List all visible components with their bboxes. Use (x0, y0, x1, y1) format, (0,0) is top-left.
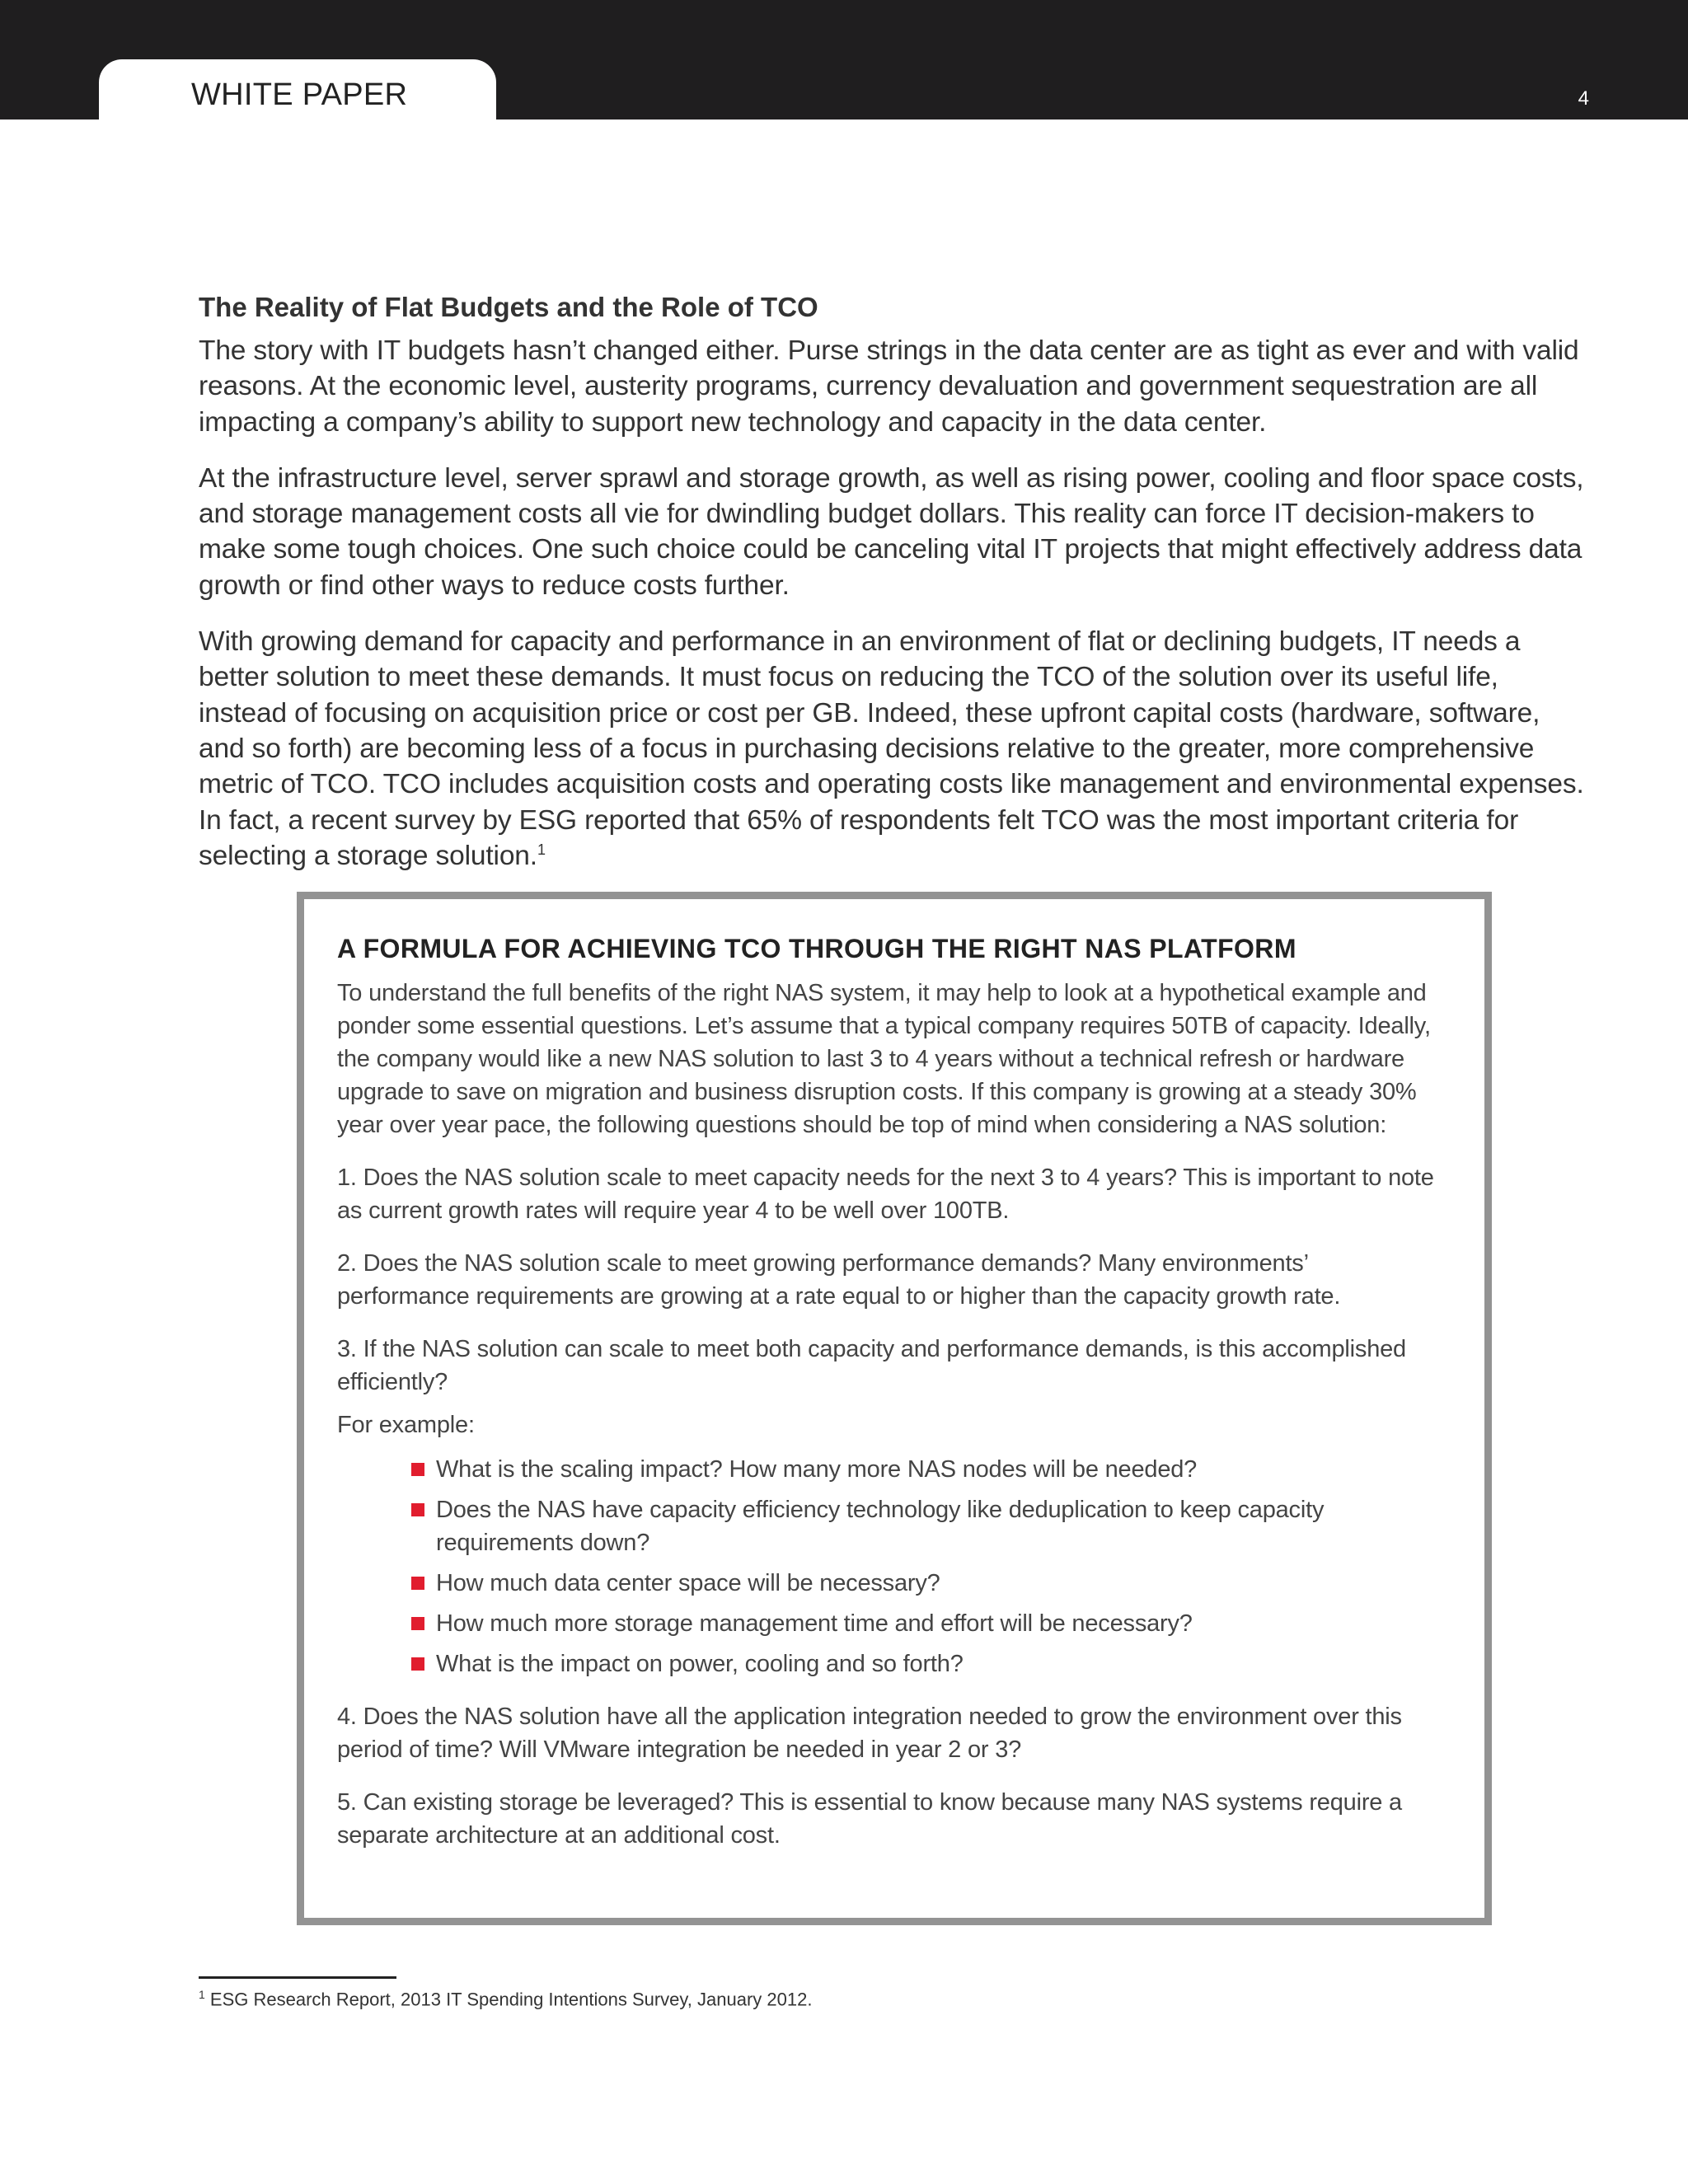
list-item-text: What is the impact on power, cooling and so forth? (436, 1651, 964, 1677)
body-paragraph-2: At the infrastructure level, server sprawl and storage growth, as well as rising power, cooling and floor space costs, and storage management costs all vie for dwindling budget dollars. This reality can force IT decision-makers to make some tough choices. One such choice could be canceling vital IT projects that might effectively address data growth or find other ways to reduce costs further. (199, 462, 1584, 601)
document-type-label: WHITE PAPER (191, 77, 408, 112)
example-bullet-list (337, 1453, 1442, 1680)
page-number: 4 (1578, 87, 1589, 110)
callout-content (337, 932, 1442, 1872)
footnote-reference[interactable]: 1 (537, 841, 546, 858)
list-item (411, 1453, 1442, 1486)
body-paragraph-1: The story with IT budgets hasn’t changed either. Purse strings in the data center are as tight as ever and with valid reasons. At the economic level, austerity programs, currency devaluation and government sequestration are all impacting a company’s ability to support new technology and capacity in the data center. (199, 335, 1579, 438)
list-item-text: Does the NAS have capacity efficiency technology like deduplication to keep capacity requirements down? (436, 1497, 1325, 1556)
callout-question-2: 2. Does the NAS solution scale to meet growing performance demands? Many environments’ performance requirements are growing at a rate equal to or higher than the capacity growth rate. (337, 1250, 1341, 1310)
footnote (199, 1988, 812, 2010)
body-paragraph-3-text: With growing demand for capacity and performance in an environment of flat or declining budgets, IT needs a better solution to meet these demands. It must focus on reducing the TCO of the solution over its useful life, instead of focusing on acquisition price or cost per GB. Indeed, these upfront capital costs (hardware, software, and so forth) are becoming less of a focus in purchasing decisions relative to the greater, more comprehensive metric of TCO. TCO includes acquisition costs and operating costs like management and environmental expenses. In fact, a recent survey by ESG reported that 65% of respondents felt TCO was the most important criteria for selecting a storage solution. (199, 626, 1584, 871)
main-content (199, 290, 1592, 894)
callout-intro: To understand the full benefits of the right NAS system, it may help to look at a hypothetical example and ponder some essential questions. Let’s assume that a typical company requires 50TB of capacity. Ideally, the company would like a new NAS solution to last 3 to 4 years without a technical refresh or hardware upgrade to save on migration and business disruption costs. If this company is growing at a steady 30% year over year pace, the following questions should be top of mind when considering a NAS solution: (337, 980, 1431, 1138)
list-item (411, 1607, 1442, 1640)
footnote-marker: 1 (199, 1988, 205, 2001)
body-paragraph-3 (199, 624, 1592, 874)
callout-title: A FORMULA FOR ACHIEVING TCO THROUGH THE RIGHT NAS PLATFORM (337, 934, 1296, 963)
callout-box (297, 892, 1492, 1925)
list-item-text: What is the scaling impact? How many more NAS nodes will be needed? (436, 1456, 1198, 1483)
red-square-bullet-icon (411, 1617, 424, 1630)
section-title: The Reality of Flat Budgets and the Role of TCO (199, 292, 818, 322)
red-square-bullet-icon (411, 1463, 424, 1476)
example-label: For example: (337, 1412, 475, 1438)
footnote-divider (199, 1976, 396, 1979)
red-square-bullet-icon (411, 1657, 424, 1671)
list-item (411, 1493, 1442, 1559)
list-item (411, 1567, 1442, 1600)
red-square-bullet-icon (411, 1577, 424, 1590)
callout-question-1: 1. Does the NAS solution scale to meet capacity needs for the next 3 to 4 years? This is important to note as current growth rates will require year 4 to be well over 100TB. (337, 1165, 1434, 1224)
red-square-bullet-icon (411, 1503, 424, 1516)
list-item-text: How much data center space will be necessary? (436, 1570, 940, 1596)
callout-question-4: 4. Does the NAS solution have all the application integration needed to grow the environment over this period of time? Will VMware integration be needed in year 2 or 3? (337, 1704, 1402, 1763)
list-item-text: How much more storage management time and effort will be necessary? (436, 1610, 1193, 1637)
callout-question-3: 3. If the NAS solution can scale to meet both capacity and performance demands, is this accomplished efficiently? (337, 1336, 1406, 1395)
callout-question-5: 5. Can existing storage be leveraged? This is essential to know because many NAS systems require a separate architecture at an additional cost. (337, 1789, 1402, 1849)
list-item (411, 1647, 1442, 1680)
footnote-text: ESG Research Report, 2013 IT Spending Intentions Survey, January 2012. (209, 1989, 813, 2010)
